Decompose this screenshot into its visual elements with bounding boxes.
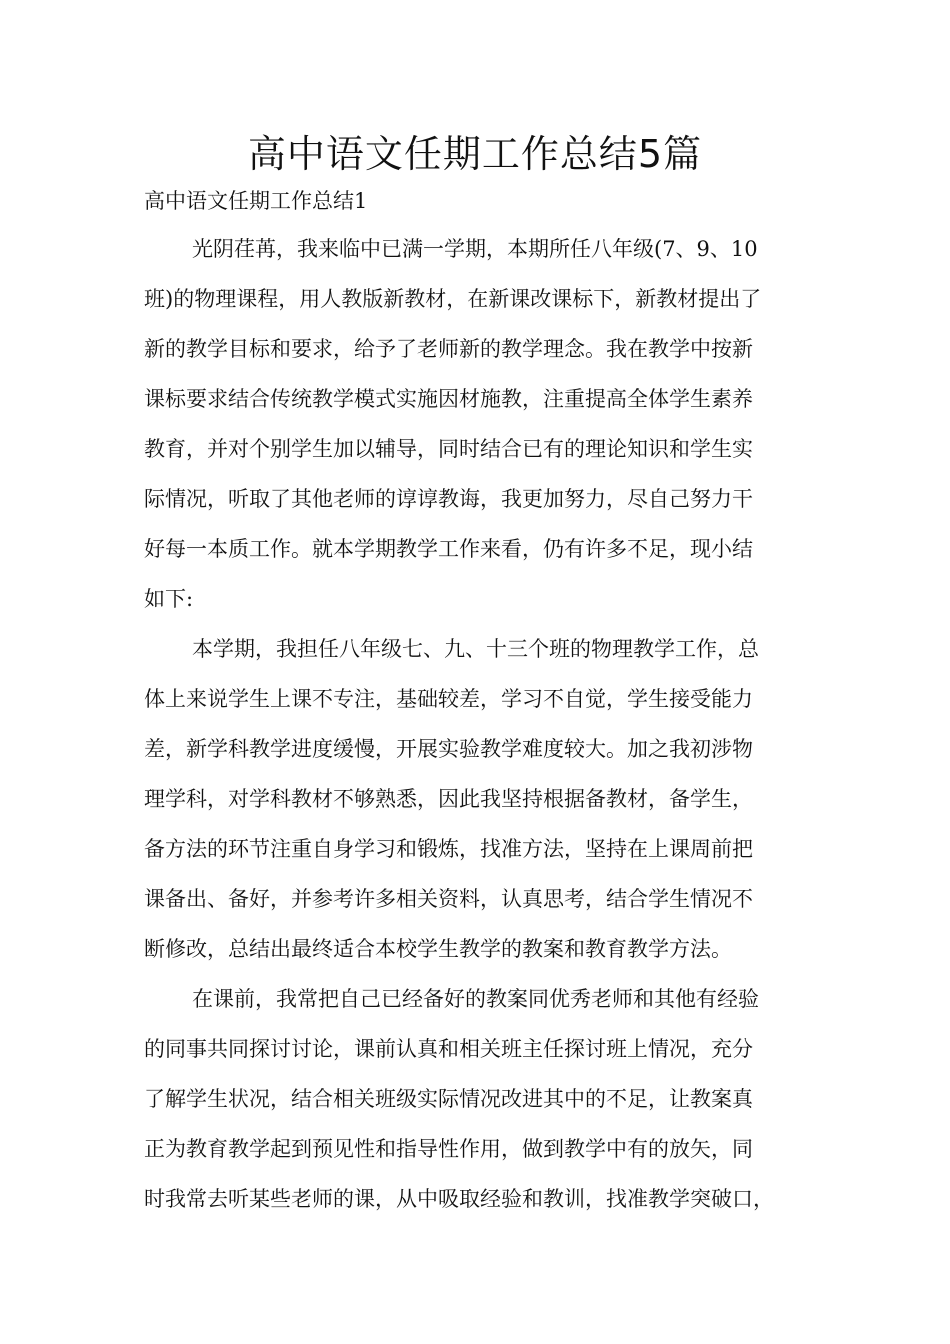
- paragraph-line: 差，新学科教学进度缓慢，开展实验教学难度较大。加之我初涉物: [144, 737, 753, 761]
- paragraph-line: 新的教学目标和要求，给予了老师新的教学理念。我在教学中按新: [144, 337, 753, 361]
- paragraph-line: 体上来说学生上课不专注，基础较差，学习不自觉，学生接受能力: [144, 687, 753, 711]
- paragraph-line: 时我常去听某些老师的课，从中吸取经验和教训，找准教学突破口，: [144, 1187, 774, 1211]
- paragraph-line: 理学科，对学科教材不够熟悉，因此我坚持根据备教材，备学生，: [144, 787, 753, 811]
- paragraph-line: 好每一本质工作。就本学期教学工作来看，仍有许多不足，现小结: [144, 537, 753, 561]
- document-title: 高中语文任期工作总结5篇: [247, 132, 703, 176]
- paragraph-line: 课备出、备好，并参考许多相关资料，认真思考，结合学生情况不: [144, 887, 753, 911]
- section-heading: 高中语文任期工作总结1: [144, 189, 368, 213]
- paragraph-line: 班)的物理课程，用人教版新教材，在新课改课标下，新教材提出了: [144, 287, 762, 311]
- paragraph-line: 了解学生状况，结合相关班级实际情况改进其中的不足，让教案真: [144, 1087, 753, 1111]
- paragraph-line: 际情况，听取了其他老师的谆谆教诲，我更加努力，尽自己努力干: [144, 487, 753, 511]
- paragraph-line: 教育，并对个别学生加以辅导，同时结合已有的理论知识和学生实: [144, 437, 753, 461]
- paragraph-line: 在课前，我常把自己已经备好的教案同优秀老师和其他有经验: [192, 987, 759, 1011]
- paragraph-line: 本学期，我担任八年级七、九、十三个班的物理教学工作，总: [192, 637, 759, 661]
- paragraph-line: 断修改，总结出最终适合本校学生教学的教案和教育教学方法。: [144, 937, 732, 961]
- paragraph-line: 如下:: [144, 587, 194, 611]
- paragraph-line: 光阴荏苒，我来临中已满一学期，本期所任八年级(7、9、10: [192, 237, 758, 261]
- paragraph-line: 正为教育教学起到预见性和指导性作用，做到教学中有的放矢，同: [144, 1137, 753, 1161]
- paragraph-line: 的同事共同探讨讨论，课前认真和相关班主任探讨班上情况，充分: [144, 1037, 753, 1061]
- paragraph-line: 课标要求结合传统教学模式实施因材施教，注重提高全体学生素养: [144, 387, 753, 411]
- paragraph-line: 备方法的环节注重自身学习和锻炼，找准方法，坚持在上课周前把: [144, 837, 753, 861]
